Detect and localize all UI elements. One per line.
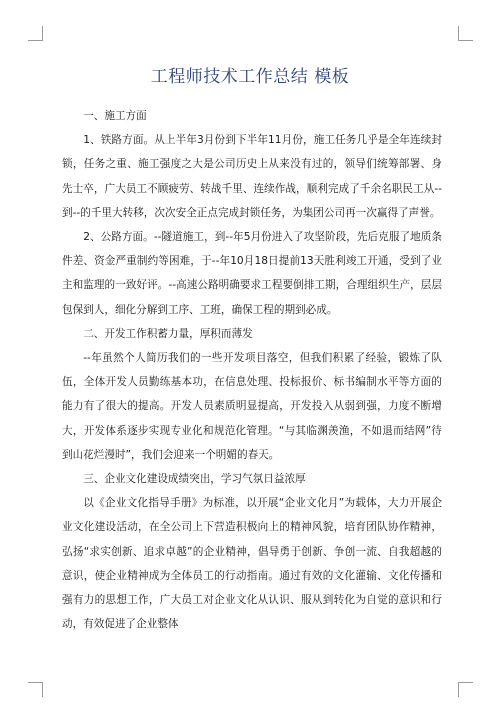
paragraph-railway: 1、铁路方面。从上半年3月份到下半年11月份，施工任务几乎是全年连续封锁，任务之重、施工强度之大是公司历史上从来没有过的，领导们统筹部署、身先士卒，广大员工不顾疲劳、转战千里、连续作战，顺利完成了千余名职民工从--到--的千里大转移，次次安全正点完成封锁任务，为集团公司再一次赢得了声誉。 (62, 134, 442, 219)
section-heading-culture: 三、企业文化建设成绩突出，学习气氛日益浓厚 (83, 473, 306, 486)
crop-mark-bottom-right (458, 682, 473, 697)
paragraph-culture: 以《企业文化指导手册》为标准，以开展“企业文化月”为载体，大力开展企业文化建设活动，在全公司上下营造积极向上的精神风貌，培育团队协作精神，弘扬“求实创新、追求卓越”的企业精神，倡导勇于创新、争创一流、自我超越的意识，使企业精神成为全体员工的行动指南。通过有效的文化灌输、文化传播和强有力的思想工作，广大员工对企业文化从认识、服从到转化为自觉的意识和行动，有效促进了企业整体 (62, 497, 442, 631)
section-heading-construction: 一、施工方面 (83, 110, 147, 122)
document-title: 工程师技术工作总结 模板 (150, 67, 350, 87)
crop-mark-top-right (458, 26, 473, 41)
crop-mark-top-left (28, 26, 43, 41)
section-heading-development: 二、开发工作积蓄力量，厚积而薄发 (83, 327, 253, 340)
paragraph-highway: 2、公路方面。--隧道施工，到--年5月份进入了攻坚阶段，先后克服了地质条件差、资金严重制约等困难，于--年10月18日提前13天胜利竣工开通，受到了业主和监理的一致好评。--高速公路明确要求工程要倒排工期，合理组织生产，层层包保到人，细化分解到工序、工班，确保工程的期到必成。 (62, 231, 442, 316)
paragraph-development: --年虽然个人简历我们的一些开发项目落空，但我们积累了经验，锻炼了队伍，全体开发人员勤练基本功，在信息处理、投标报价、标书编制水平等方面的能力有了很大的提高。开发人员素质明显提高，开发投入从弱到强，力度不断增大，开发体系逐步实现专业化和规范化管理。“与其临渊羡渔，不如退而结网”待到山花烂漫时”，我们会迎来一个明媚的春天。 (62, 352, 442, 461)
crop-mark-bottom-left (28, 682, 43, 697)
document-body (62, 104, 442, 636)
